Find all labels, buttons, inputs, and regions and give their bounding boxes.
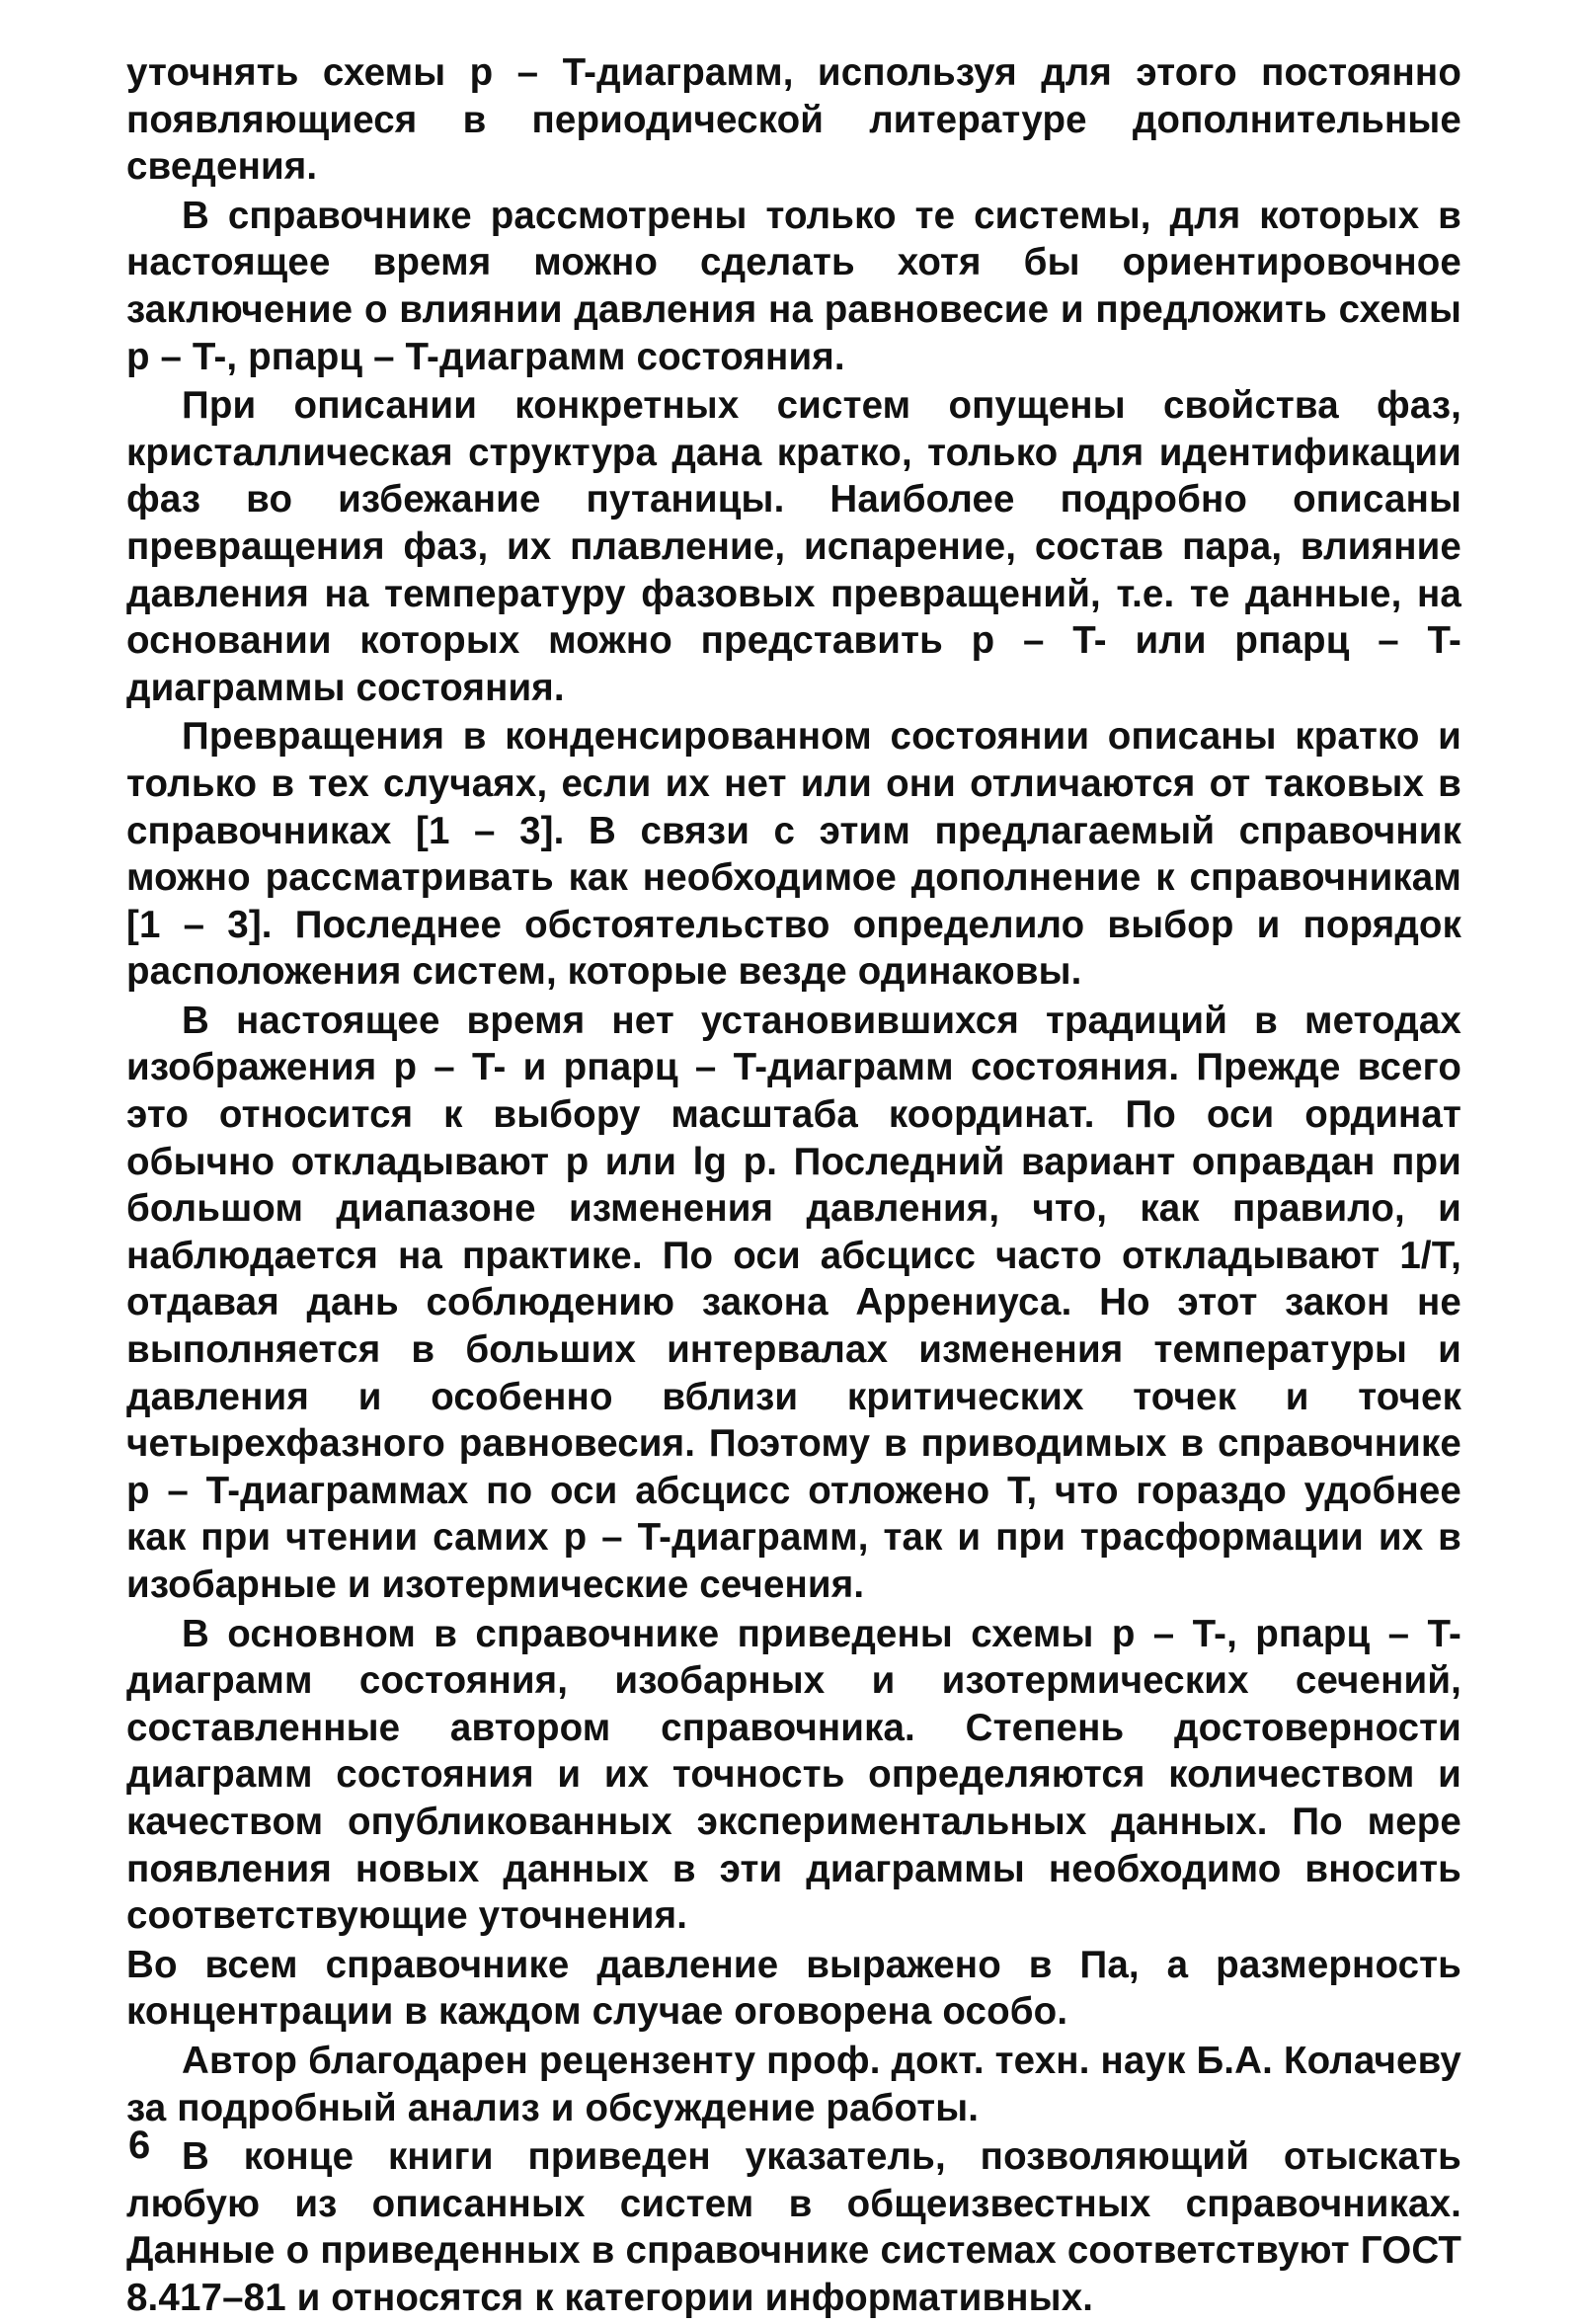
- page-body: [126, 49, 1461, 2324]
- paragraph-3: При описании конкретных систем опущены свойства фаз, кристаллическая структура дана кратко, только для идентификации фаз во избежание путаницы. Наиболее подробно описаны превращения фаз, их плавление, испарение, состав пара, влияние давления на температуру фазовых превращений, т.е. те данные, на основании которых можно представить p – T- или pпарц – T-диаграммы состояния.: [126, 384, 1461, 709]
- paragraph-5: В настоящее время нет установившихся традиций в методах изображения p – T- и pпарц – T-диаграмм состояния. Прежде всего это относится к выбору масштаба координат. По оси ординат обычно откладывают p или lg p. Последний вариант оправдан при большом диапазоне изменения давления, что, как правило, и наблюдается на практике. По оси абсцисс часто откладывают 1/T, отдавая дань соблюдению закона Аррениуса. Но этот закон не выполняется в больших интервалах изменения температуры и давления и особенно вблизи критических точек и точек четырехфазного равновесия. Поэтому в приводимых в справочнике p – T-диаграммах по оси абсцисс отложено T, что гораздо удобнее как при чтении самих p – T-диаграмм, так и при трасформации их в изобарные и изотермические сечения.: [126, 999, 1461, 1606]
- paragraph-1: уточнять схемы p – T-диаграмм, используя для этого постоянно появляющиеся в периодической литературе дополнительные сведения.: [126, 51, 1461, 189]
- paragraph-6: В основном в справочнике приведены схемы p – T-, pпарц – T-диаграмм состояния, изобарных и изотермических сечений, составленные автором справочника. Степень достоверности диаграмм состояния и их точность определяются количеством и качеством опубликованных экспериментальных данных. По мере появления новых данных в эти диаграммы необходимо вносить соответствующие уточнения.: [126, 1612, 1461, 1938]
- paragraph-7: Во всем справочнике давление выражено в Па, а размерность концентрации в каждом случае оговорена особо.: [126, 1943, 1461, 2034]
- paragraph-8: Автор благодарен рецензенту проф. докт. техн. наук Б.А. Колачеву за подробный анализ и обсуждение работы.: [126, 2039, 1461, 2129]
- page-number: 6: [128, 2124, 151, 2167]
- paragraph-4: Превращения в конденсированном состоянии описаны кратко и только в тех случаях, если их нет или они отличаются от таковых в справочниках [1 – 3]. В связи с этим предлагаемый справочник можно рассматривать как необходимое дополнение к справочникам [1 – 3]. Последнее обстоятельство определило выбор и порядок расположения систем, которые везде одинаковы.: [126, 715, 1461, 994]
- paragraph-2: В справочнике рассмотрены только те системы, для которых в настоящее время можно сделать хотя бы ориентировочное заключение о влиянии давления на равновесие и предложить схемы p – T-, pпарц – T-диаграмм состояния.: [126, 194, 1461, 378]
- paragraph-9: В конце книги приведен указатель, позволяющий отыскать любую из описанных систем в общеизвестных справочниках. Данные о приведенных в справочнике системах соответствуют ГОСТ 8.417–81 и относятся к категории информативных.: [126, 2135, 1461, 2319]
